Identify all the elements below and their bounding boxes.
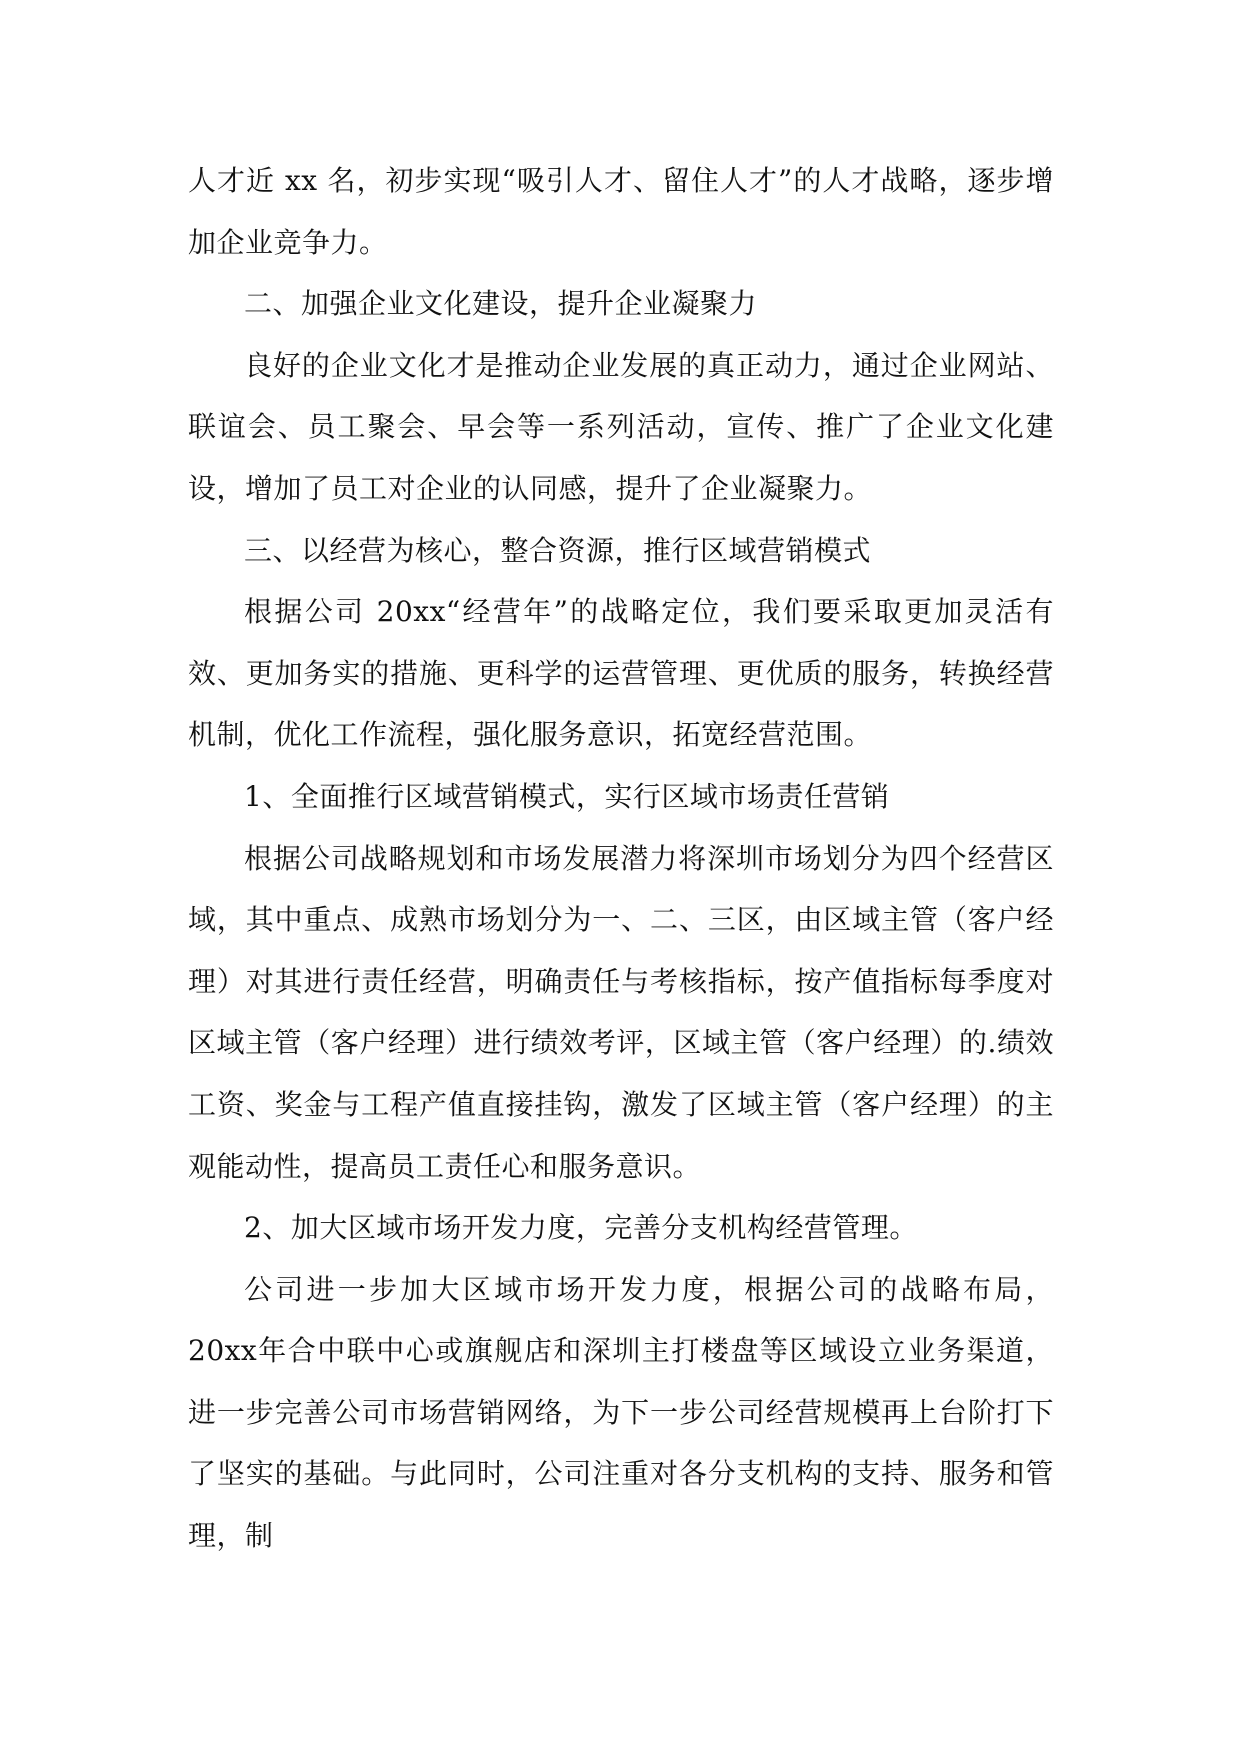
paragraph-business-year: 根据公司 20xx“经营年”的战略定位，我们要采取更加灵活有效、更加务实的措施、更科学的运营管理、更优质的服务，转换经营机制，优化工作流程，强化服务意识，拓宽经营范围。 xyxy=(188,595,1054,752)
paragraph-corporate-culture: 良好的企业文化才是推动企业发展的真正动力，通过企业网站、联谊会、员工聚会、早会等一系列活动，宣传、推广了企业文化建设，增加了员工对企业的认同感，提升了企业凝聚力。 xyxy=(188,348,1054,505)
paragraph-talent-strategy: 人才近 xx 名，初步实现“吸引人才、留住人才”的人才战略，逐步增加企业竞争力。 xyxy=(188,164,1054,259)
heading-regional-responsibility: 1、全面推行区域营销模式，实行区域市场责任营销 xyxy=(244,779,890,813)
heading-branch-management: 2、加大区域市场开发力度，完善分支机构经营管理。 xyxy=(244,1211,918,1245)
document-body xyxy=(188,150,1054,1567)
heading-corporate-culture: 二、加强企业文化建设，提升企业凝聚力 xyxy=(244,287,758,321)
paragraph-branch-management: 公司进一步加大区域市场开发力度，根据公司的战略布局，20xx年合中联中心或旗舰店和深圳主打楼盘等区域设立业务渠道，进一步完善公司市场营销网络，为下一步公司经营规模再上台阶打下了坚实的基础。与此同时，公司注重对各分支机构的支持、服务和管理，制 xyxy=(188,1272,1054,1553)
heading-regional-marketing: 三、以经营为核心，整合资源，推行区域营销模式 xyxy=(244,533,872,567)
paragraph-regional-responsibility: 根据公司战略规划和市场发展潜力将深圳市场划分为四个经营区域，其中重点、成熟市场划分为一、二、三区，由区域主管（客户经理）对其进行责任经营，明确责任与考核指标，按产值指标每季度对区域主管（客户经理）进行绩效考评，区域主管（客户经理）的.绩效工资、奖金与工程产值直接挂钩，激发了区域主管（客户经理）的主观能动性，提高员工责任心和服务意识。 xyxy=(188,841,1054,1183)
